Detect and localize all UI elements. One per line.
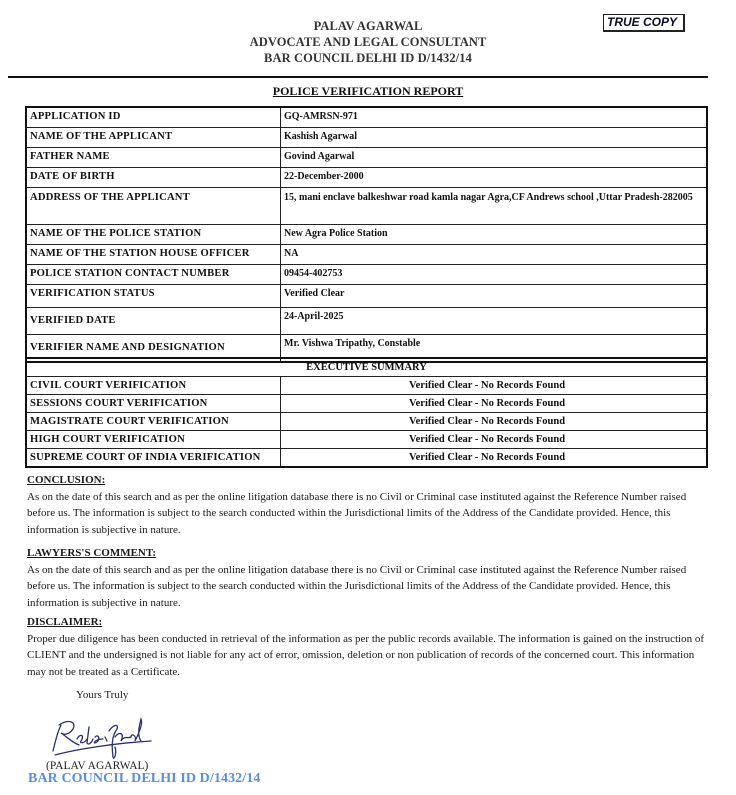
row-label: MAGISTRATE COURT VERIFICATION (26, 413, 281, 431)
report-title: POLICE VERIFICATION REPORT (272, 84, 464, 98)
row-label: VERIFIED DATE (26, 308, 281, 335)
conclusion-heading: CONCLUSION: (27, 474, 106, 486)
executive-summary-table (25, 357, 708, 468)
row-value: 24-April-2025 (281, 308, 708, 335)
table-row (26, 128, 707, 148)
row-label: VERIFIER NAME AND DESIGNATION (26, 335, 281, 363)
row-label: NAME OF THE STATION HOUSE OFFICER (26, 245, 281, 265)
row-value: 22-December-2000 (281, 168, 708, 188)
row-label: VERIFICATION STATUS (26, 285, 281, 308)
row-label: HIGH COURT VERIFICATION (26, 431, 281, 449)
row-label: NAME OF THE POLICE STATION (26, 225, 281, 245)
row-label: APPLICATION ID (26, 107, 281, 128)
lawyers-comment-heading: LAWYERS'S COMMENT: (27, 547, 157, 559)
row-value: GQ-AMRSN-971 (281, 107, 708, 128)
disclaimer-section (27, 614, 712, 680)
advocate-designation: ADVOCATE AND LEGAL CONSULTANT (249, 35, 487, 49)
row-value: 09454-402753 (281, 265, 708, 285)
row-value: Verified Clear - No Records Found (281, 449, 708, 468)
table-row (26, 308, 707, 335)
disclaimer-text: Proper due diligence has been conducted in retrieval of the information as per the public records available. The information is gained on the instruction of CLIENT and the undersigned is not liable for any act of error, omission, deletion or non publication of records of the concerned court. This information may not be treated as a Certificate. (27, 632, 704, 678)
table-row (26, 285, 707, 308)
row-value: New Agra Police Station (281, 225, 708, 245)
bar-council-id: BAR COUNCIL DELHI ID D/1432/14 (264, 51, 472, 65)
row-label: NAME OF THE APPLICANT (26, 128, 281, 148)
table-row (26, 449, 707, 468)
signature-icon (47, 713, 157, 763)
advocate-name: PALAV AGARWAL (313, 19, 423, 33)
conclusion-section (27, 472, 712, 538)
lawyers-comment-section (27, 545, 712, 611)
row-label: POLICE STATION CONTACT NUMBER (26, 265, 281, 285)
row-value: Verified Clear - No Records Found (281, 395, 708, 413)
signatory-bar-id: BAR COUNCIL DELHI ID D/1432/14 (28, 771, 261, 786)
table-row (26, 188, 707, 225)
summary-heading: EXECUTIVE SUMMARY (26, 358, 707, 377)
details-table (25, 106, 708, 363)
signatory-name: (PALAV AGARWAL) (46, 760, 149, 772)
header-divider (8, 76, 708, 78)
row-label: SUPREME COURT OF INDIA VERIFICATION (26, 449, 281, 468)
row-value: Verified Clear - No Records Found (281, 377, 708, 395)
row-value: Kashish Agarwal (281, 128, 708, 148)
row-value: Verified Clear - No Records Found (281, 413, 708, 431)
table-row (26, 225, 707, 245)
summary-heading-row (26, 358, 707, 377)
table-row (26, 265, 707, 285)
row-value: Mr. Vishwa Tripathy, Constable (281, 335, 708, 363)
row-value: NA (281, 245, 708, 265)
true-copy-stamp: TRUE COPY (603, 14, 685, 32)
conclusion-text: As on the date of this search and as per the online litigation database there is no Civil or Criminal case instituted against the Reference Number raised before us. The information is subject to the search conducted within the Jurisdictional limits of the Address of the Candidate provided. Hence, this information is subjective in nature. (27, 490, 687, 536)
disclaimer-heading: DISCLAIMER: (27, 616, 103, 628)
table-row (26, 148, 707, 168)
row-label: CIVIL COURT VERIFICATION (26, 377, 281, 395)
table-row (26, 168, 707, 188)
row-label: SESSIONS COURT VERIFICATION (26, 395, 281, 413)
table-row (26, 431, 707, 449)
row-value: 15, mani enclave balkeshwar road kamla nagar Agra,CF Andrews school ,Uttar Pradesh-282005 (281, 188, 708, 225)
table-row (26, 107, 707, 128)
lawyers-comment-text: As on the date of this search and as per the online litigation database there is no Civil or Criminal case instituted against the Reference Number raised before us. The information is subject to the search conducted within the Jurisdictional limits of the Address of the Candidate provided. Hence, this information is subjective in nature. (27, 563, 687, 609)
closing-text: Yours Truly (76, 689, 129, 701)
row-value: Verified Clear (281, 285, 708, 308)
table-row (26, 377, 707, 395)
row-label: ADDRESS OF THE APPLICANT (26, 188, 281, 225)
row-value: Verified Clear - No Records Found (281, 431, 708, 449)
row-label: FATHER NAME (26, 148, 281, 168)
row-label: DATE OF BIRTH (26, 168, 281, 188)
table-row (26, 395, 707, 413)
row-value: Govind Agarwal (281, 148, 708, 168)
table-row (26, 245, 707, 265)
table-row (26, 413, 707, 431)
